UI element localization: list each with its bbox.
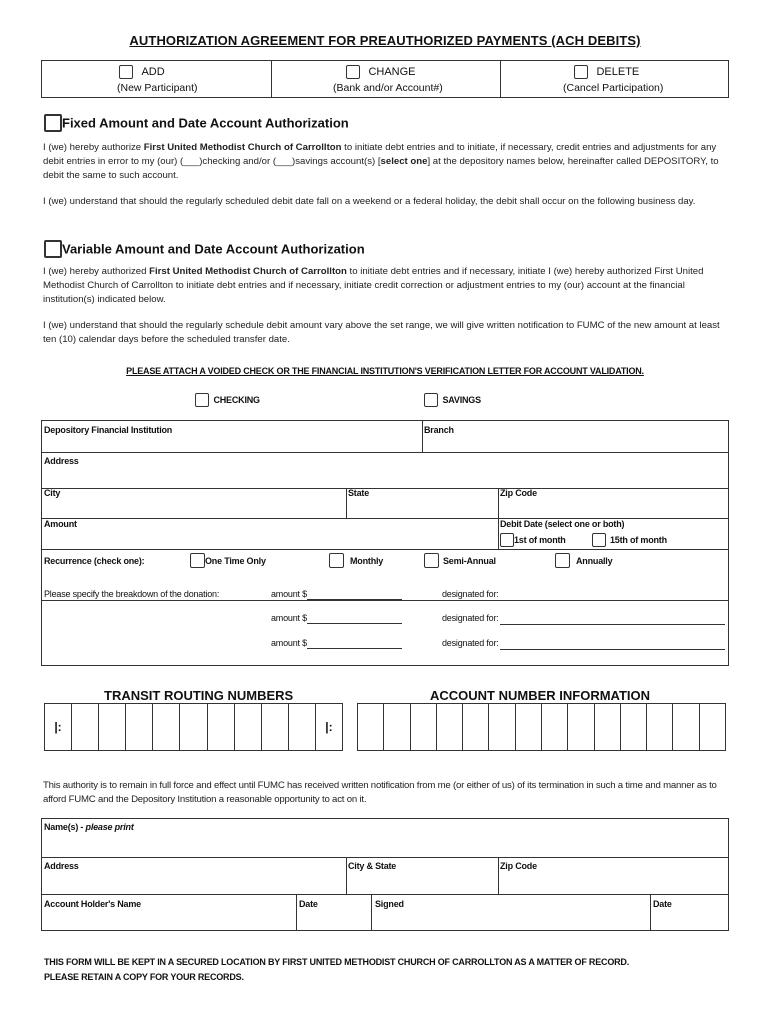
delete-option [574,63,639,81]
fixed-paragraph-2: I (we) understand that should the regularly scheduled debit date fall on a weekend or a federal holiday, the debit shall occur on the following business day. [43,196,696,207]
savings-label: SAVINGS [442,394,481,405]
annually-label: Annually [576,555,613,566]
amount-label: Amount [44,519,77,529]
amount-input-1[interactable] [307,589,402,600]
amount-line-2: amount $ [271,613,402,624]
fixed-paragraph-1: I (we) hereby authorize First United Methodist Church of Carrollton to initiate debt entries and to initiate, if necessary, credit entries and adjustments for any debit entries in error to my (our) (___)checking and/or (___)savings account(s) [select one] at the depository names below, hereinafter called DEPOSITORY, to debit the same to such account. [43,142,719,182]
account-number-grid [357,703,726,751]
address-label: Address [44,456,79,466]
variable-paragraph-1: I (we) hereby authorized First United Methodist Church of Carrollton to initiate debt entries and if necessary, initiate I (we) hereby authorized First United Methodist Church of Carrollton to initiate debt entries and if necessary, initiate credit correction or adjustment entries to my (our) account at the financial institution(s) indicated below. [43,266,704,306]
semi-annual-label: Semi-Annual [443,555,496,566]
annually-checkbox[interactable] [555,553,570,568]
fifteenth-option [592,531,667,549]
names-label: Name(s) - please print [44,822,134,832]
account-digit[interactable] [595,704,621,750]
fixed-heading-row [44,114,349,132]
sign-zip-label: Zip Code [500,861,537,871]
designated-input-2[interactable] [500,624,725,625]
delete-checkbox[interactable] [574,65,588,79]
first-of-month-option [500,531,566,549]
add-sub: (New Participant) [117,82,198,94]
monthly-label: Monthly [350,555,384,566]
one-time-checkbox[interactable] [190,553,205,568]
semi-annual-option [424,552,496,570]
institution-label: Depository Financial Institution [44,425,173,435]
form-title: AUTHORIZATION AGREEMENT FOR PREAUTHORIZED PAYMENTS (ACH DEBITS) [129,33,641,48]
routing-digit[interactable] [289,704,316,750]
add-option [119,63,165,81]
sign-city-state-label: City & State [348,861,397,871]
state-label: State [348,488,370,498]
account-digit[interactable] [411,704,437,750]
account-digit[interactable] [673,704,699,750]
account-digit[interactable] [542,704,568,750]
designated-label-3: designated for: [442,638,499,648]
routing-digit[interactable] [72,704,99,750]
first-of-month-checkbox[interactable] [500,533,514,547]
routing-title: TRANSIT ROUTING NUMBERS [104,688,294,703]
date-label-1: Date [299,899,318,909]
fixed-checkbox[interactable] [44,114,62,132]
routing-digit[interactable] [153,704,180,750]
holder-name-label: Account Holder's Name [44,899,141,909]
routing-digit[interactable] [208,704,235,750]
account-digit[interactable] [489,704,515,750]
change-sub: (Bank and/or Account#) [333,82,443,94]
account-digit[interactable] [384,704,410,750]
fifteenth-checkbox[interactable] [592,533,606,547]
annually-option [555,552,612,570]
designated-label-1: designated for: [442,589,499,599]
one-time-option [190,552,266,570]
footer-retain-note: PLEASE RETAIN A COPY FOR YOUR RECORDS. [44,972,244,982]
checking-label: CHECKING [213,394,260,405]
signed-label: Signed [375,899,404,909]
footer-record-note: THIS FORM WILL BE KEPT IN A SECURED LOCATION BY FIRST UNITED METHODIST CHURCH OF CARROLLTON AS A MATTER OF RECORD. [44,957,630,967]
savings-checkbox[interactable] [424,393,438,407]
zip-label: Zip Code [500,488,537,498]
change-option [346,63,416,81]
account-digit[interactable] [568,704,594,750]
city-label: City [44,488,61,498]
add-label: ADD [141,65,165,78]
date-label-2: Date [653,899,672,909]
designated-label-2: designated for: [442,613,499,623]
monthly-checkbox[interactable] [329,553,344,568]
designated-input-1[interactable] [500,600,725,601]
amount-line-1: amount $ [271,589,402,600]
account-digit[interactable] [647,704,673,750]
fixed-heading: Fixed Amount and Date Account Authorization [62,115,349,131]
amount-input-3[interactable] [307,638,402,649]
routing-digit[interactable] [180,704,207,750]
authority-paragraph: This authority is to remain in full force and effect until FUMC has received written notification from me (or either of us) of its termination in such a time and manner as to afford FUMC and the Depository Institution a reasonable opportunity to act on it. [43,780,717,806]
semi-annual-checkbox[interactable] [424,553,439,568]
attach-note: PLEASE ATTACH A VOIDED CHECK OR THE FINANCIAL INSTITUTION'S VERIFICATION LETTER FOR ACCOUNT VALIDATION. [126,366,644,376]
checking-checkbox[interactable] [195,393,209,407]
delete-label: DELETE [596,65,640,78]
recurrence-label: Recurrence (check one): [44,556,145,566]
account-digit[interactable] [437,704,463,750]
fifteenth-label: 15th of month [610,534,667,545]
add-checkbox[interactable] [119,65,133,79]
routing-digit[interactable] [262,704,289,750]
savings-option [424,391,481,409]
debit-date-label: Debit Date (select one or both) [500,519,625,529]
account-digit[interactable] [516,704,542,750]
sign-address-label: Address [44,861,79,871]
delete-sub: (Cancel Participation) [563,82,664,94]
breakdown-label: Please specify the breakdown of the donation: [44,589,220,599]
change-checkbox[interactable] [346,65,360,79]
first-of-month-label: 1st of month [514,534,566,545]
account-digit[interactable] [621,704,647,750]
amount-line-3: amount $ [271,638,402,649]
variable-checkbox[interactable] [44,240,62,258]
routing-digit[interactable] [99,704,126,750]
account-digit[interactable] [700,704,725,750]
routing-digit[interactable] [126,704,153,750]
one-time-label: One Time Only [205,555,266,566]
routing-end-mark: |: [325,720,333,734]
variable-heading: Variable Amount and Date Account Authorization [62,241,365,257]
account-title: ACCOUNT NUMBER INFORMATION [430,688,651,703]
signature-table [41,818,729,931]
checking-option [195,391,260,409]
variable-paragraph-2: I (we) understand that should the regularly schedule debit amount vary above the set range, we will give written notification to FUMC of the new amount at least ten (10) calendar days before the scheduled transfer date. [43,320,720,346]
account-digit[interactable] [358,704,384,750]
branch-label: Branch [424,425,454,435]
routing-digit[interactable] [235,704,262,750]
monthly-option [329,552,383,570]
account-digit[interactable] [463,704,489,750]
amount-input-2[interactable] [307,613,402,624]
variable-heading-row [44,240,365,258]
routing-start-mark: |: [45,704,72,750]
change-label: CHANGE [368,65,416,78]
routing-number-grid [44,703,343,751]
designated-input-3[interactable] [500,649,725,650]
